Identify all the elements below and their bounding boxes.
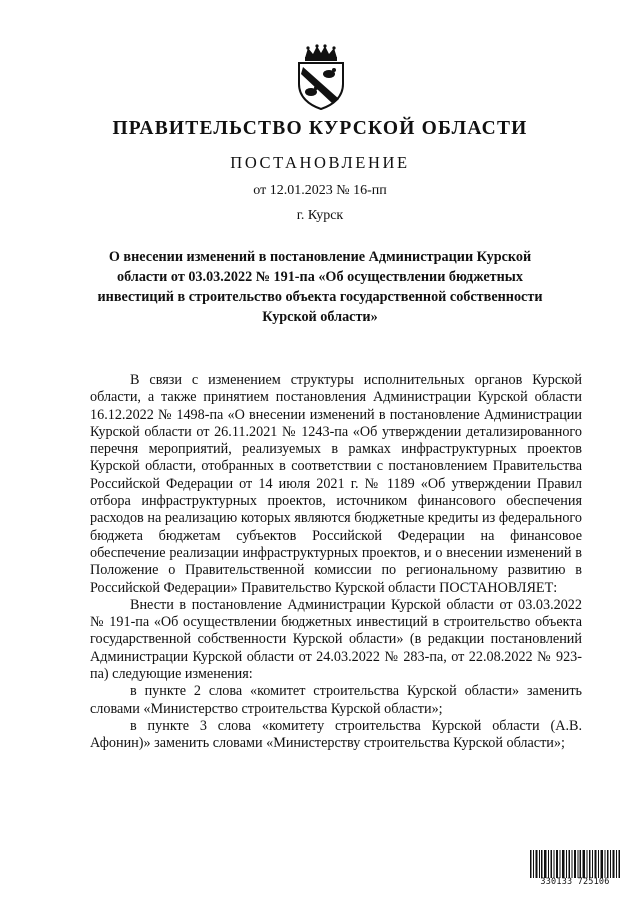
body-paragraph: в пункте 3 слова «комитету строительства Курской области (А.В. Афонин)» заменить словами «Министерству строительства Курской области»;: [90, 717, 582, 752]
body-paragraph: В связи с изменением структуры исполнительных органов Курской области, а также принятием постановления Администрации Курской области 16.12.2022 № 1498-па «О внесении изменений в постановление Администрации Курской области от 26.11.2021 № 1243-па «Об утверждении детализированного перечня мероприятий, реализуемых в рамках инфраструктурных проектов Курской области, отобранных в соответствии с постановлением Правительства Российской Федерации от 14 июля 2021 г. № 1189 «Об утверждении Правил отбора инфраструктурных проектов, источником финансового обеспечения расходов на реализацию которых являются бюджетные кредиты из федерального бюджета бюджетам субъектов Российской Федерации на финансовое обеспечение реализации инфраструктурных проектов, и о внесении изменений в Положение о Правительственной комиссии по региональному развитию в Российской Федерации» Правительство Курской области ПОСТАНОВЛЯЕТ:: [90, 372, 582, 596]
coat-of-arms-icon: [293, 44, 349, 110]
document-city: г. Курск: [296, 208, 344, 223]
document-subject: О внесении изменений в постановление Администрации Курской области от 03.03.2022 № 191-па «Об осуществлении бюджетных инвестиций в строительство объекта государственной собственности Курской области»: [97, 249, 543, 325]
government-title: ПРАВИТЕЛЬСТВО КУРСКОЙ ОБЛАСТИ: [112, 118, 528, 139]
body-paragraph: в пункте 2 слова «комитет строительства Курской области» заменить словами «Министерство строительства Курской области»;: [90, 683, 582, 717]
body-paragraph: Внести в постановление Администрации Курской области от 03.03.2022 № 191-па «Об осуществлении бюджетных инвестиций в строительство объекта государственной собственности Курской области» (в редакции постановлений Администрации Курской области от 24.03.2022 № 283-па, от 22.08.2022 № 923-па) следующие изменения:: [90, 596, 582, 683]
barcode-icon: [530, 850, 620, 878]
document-body: [90, 372, 582, 753]
document-date-number: от 12.01.2023 № 16-пп: [253, 183, 387, 198]
document-type: ПОСТАНОВЛЕНИЕ: [230, 153, 410, 172]
barcode-number: 330133 725106: [540, 877, 610, 887]
